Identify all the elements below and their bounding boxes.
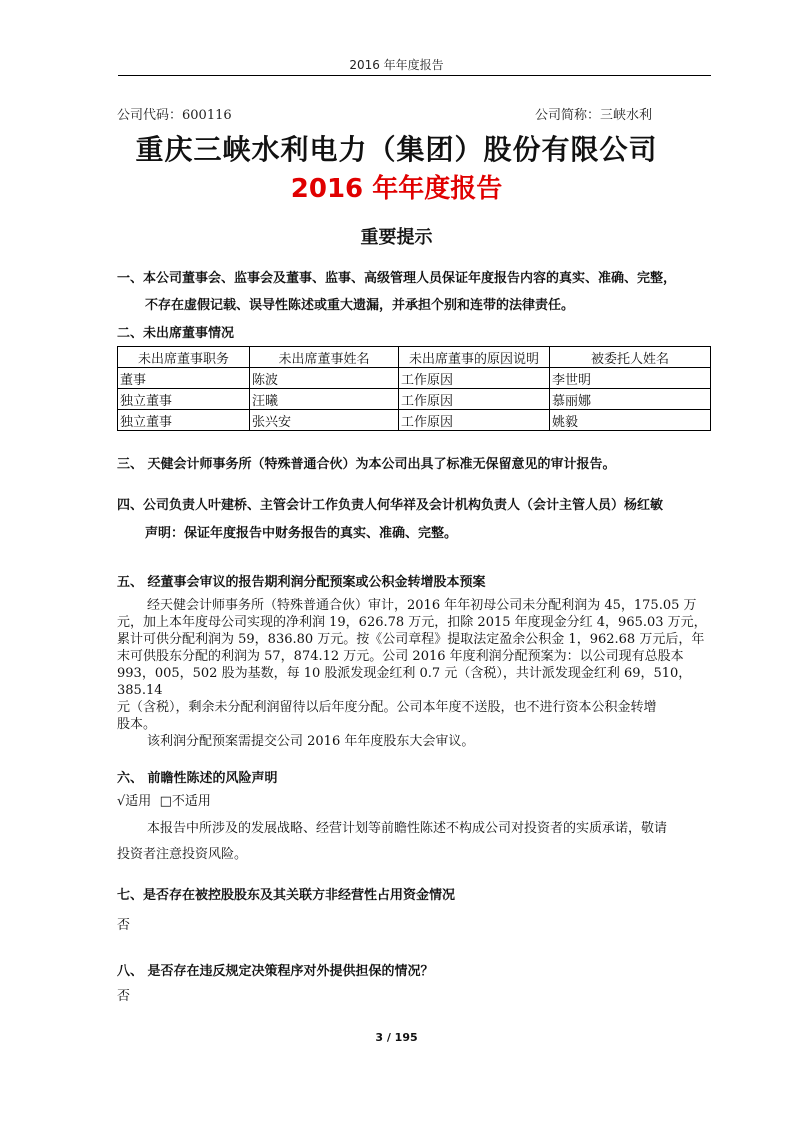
not-applicable-option: □不适用 [159,794,211,809]
table-cell: 慕丽娜 [550,389,711,410]
section-4-line-1: 四、公司负责人叶建桥、主管会计工作负责人何华祥及会计机构负责人（会计主管人员）杨红敏 [117,498,664,513]
paragraph-line: 经天健会计师事务所（特殊普通合伙）审计，2016 年年初母公司未分配利润为 45，175.05 万 [147,598,697,613]
paragraph-line: 元（含税），剩余未分配利润留待以后年度分配。公司本年度不送股，也不进行资本公积金转增 [117,700,657,715]
applicability-options [117,793,211,810]
table-cell: 姚毅 [550,410,711,431]
section-6-body [117,816,717,868]
table-cell: 李世明 [550,368,711,389]
report-title: 2016 年年度报告 [290,174,503,204]
section-8-answer: 否 [117,989,131,1004]
section-3-line-1: 三、 天健会计师事务所（特殊普通合伙）为本公司出具了标准无保留意见的审计报告。 [117,457,616,472]
absent-directors-table [117,346,711,431]
paragraph-line: 股本。 [117,717,157,732]
header-divider [118,75,711,76]
section-2-title: 二、未出席董事情况 [117,326,235,341]
section-1-line-2: 不存在虚假记载、误导性陈述或重大遗漏，并承担个别和连带的法律责任。 [145,298,575,313]
table-row [118,368,711,389]
table-cell: 工作原因 [399,389,550,410]
section-4-line-2: 声明：保证年度报告中财务报告的真实、准确、完整。 [145,526,458,541]
table-cell: 陈波 [250,368,399,389]
table-row [118,410,711,431]
table-header-cell: 未出席董事姓名 [250,347,399,368]
table-header-cell: 未出席董事职务 [118,347,250,368]
table-cell: 汪曦 [250,389,399,410]
table-cell: 工作原因 [399,410,550,431]
applicable-option: √适用 [117,794,152,809]
important-notice-title: 重要提示 [360,227,433,248]
paragraph-line: 累计可供分配利润为 59，836.80 万元。按《公司章程》提取法定盈余公积金 1，962.68 万元后，年 [117,632,705,647]
paragraph-line: 元，加上本年度母公司实现的净利润 19，626.78 万元，扣除 2015 年度现金分红 4，965.03 万元， [117,615,707,630]
page-header-title: 2016 年年度报告 [349,58,444,72]
paragraph-line: 该利润分配预案需提交公司 2016 年年度股东大会审议。 [147,734,475,749]
paragraph-line: 本报告中所涉及的发展战略、经营计划等前瞻性陈述不构成公司对投资者的实质承诺，敬请 [147,821,668,836]
section-7-answer: 否 [117,918,131,933]
table-header-cell: 未出席董事的原因说明 [399,347,550,368]
section-8-title: 八、 是否存在违反规定决策程序对外提供担保的情况？ [117,964,434,979]
table-header-cell: 被委托人姓名 [550,347,711,368]
table-cell: 董事 [118,368,250,389]
section-7-title: 七、是否存在被控股股东及其关联方非经营性占用资金情况 [117,888,456,903]
table-header-row [118,347,711,368]
paragraph-line: 投资者注意投资风险。 [117,847,248,862]
paragraph-line: 末可供股东分配的利润为 57，874.12 万元。公司 2016 年度利润分配预案为：以公司现有总股本 [117,649,684,664]
page-number: 3 / 195 [375,1031,418,1044]
table-cell: 张兴安 [250,410,399,431]
section-6-title: 六、 前瞻性陈述的风险声明 [117,771,278,786]
table-cell: 独立董事 [118,410,250,431]
table-row [118,389,711,410]
paragraph-line: 993，005，502 股为基数，每 10 股派发现金红利 0.7 元（含税），共计派发现金红利 69，510，385.14 [117,666,692,698]
company-name: 重庆三峡水利电力（集团）股份有限公司 [135,133,658,166]
company-short-name: 公司简称：三峡水利 [535,108,653,123]
section-5-body [117,597,717,750]
company-code: 公司代码：600116 [117,108,232,123]
section-5-title: 五、 经董事会审议的报告期利润分配预案或公积金转增股本预案 [117,575,486,590]
table-cell: 独立董事 [118,389,250,410]
table-cell: 工作原因 [399,368,550,389]
section-1-line-1: 一、本公司董事会、监事会及董事、监事、高级管理人员保证年度报告内容的真实、准确、完整， [117,271,677,286]
